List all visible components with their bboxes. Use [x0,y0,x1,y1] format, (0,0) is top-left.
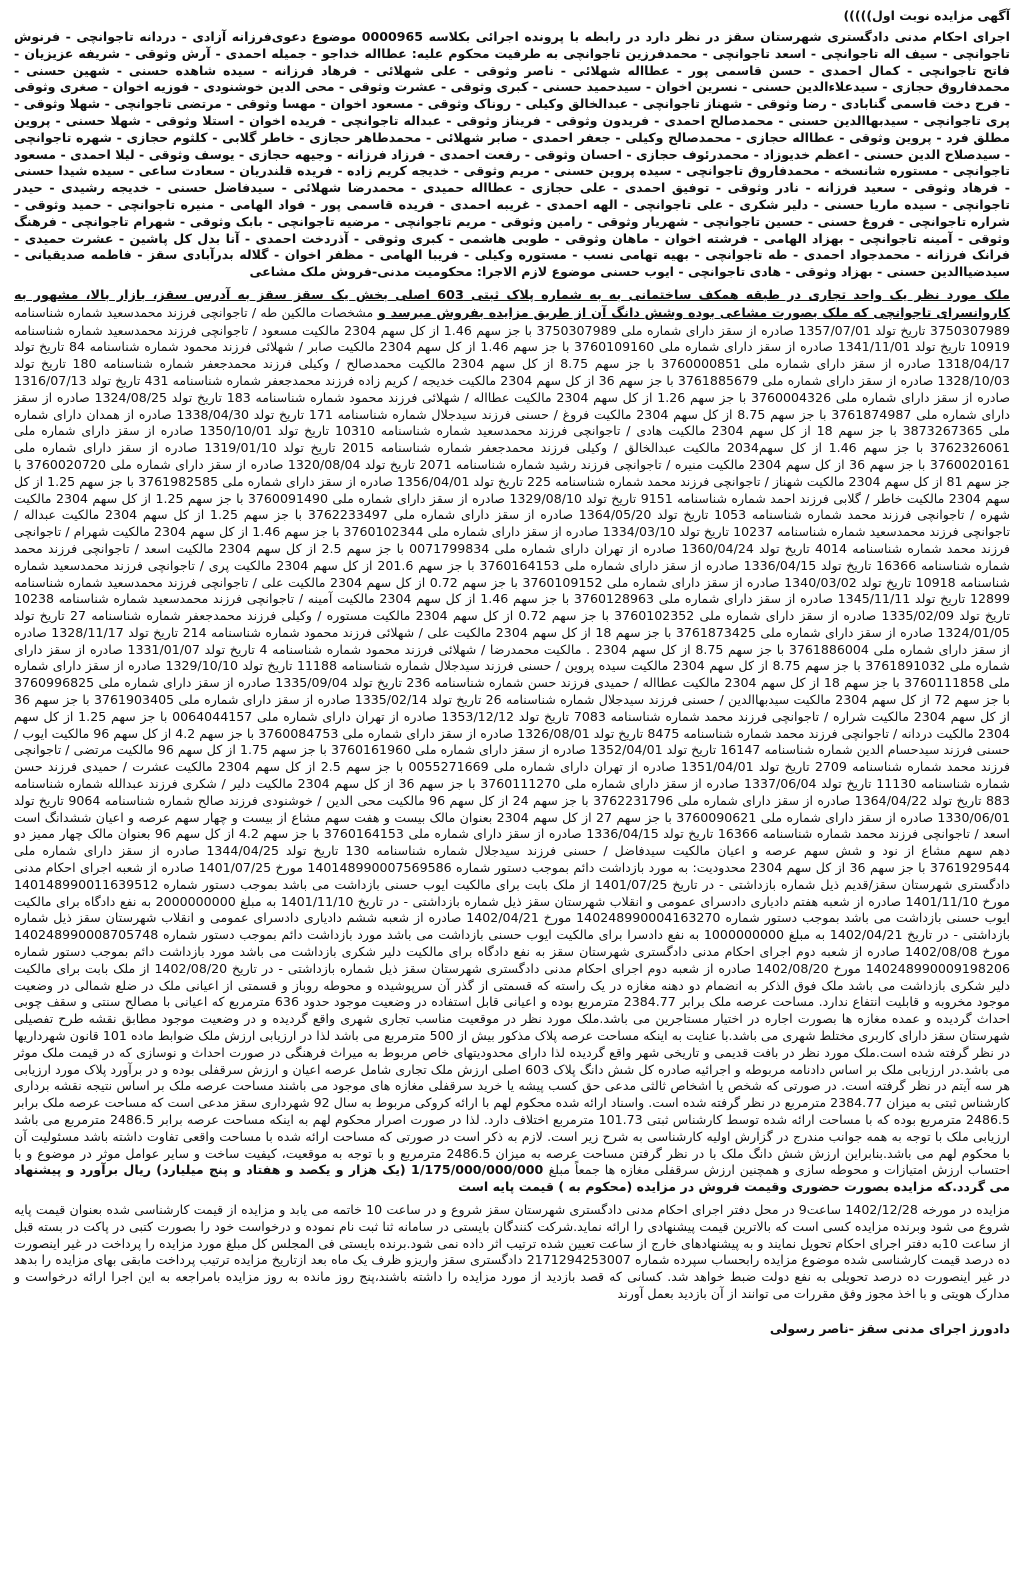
property-description-paragraph [14,287,1010,1196]
owners-details: مشخصات مالکین طه / تاجوانچی فرزند محمدسعید شماره شناسنامه 3750307989 تاریخ تولد 1357/07/01 صادره از سقز دارای شماره ملی 3750307989 با جز سهم 1.46 از کل سهم 2304 مالکیت مسعود / تاجوانچی فرزند محمدسعید شماره شناسنامه 10919 تاریخ تولد 1341/11/01 صادره از سقز دارای شماره ملی 3760109160 با جز سهم 1.46 از کل سهم 2304 مالکیت صابر / شهلائی فرزند محمود شماره شناسنامه 84 تاریخ تولد 1318/04/17 صادره از سقز دارای شماره ملی 3760000851 با جز سهم 8.75 از کل سهم 2304 مالکیت محمدصالح / وکیلی فرزند محمدجعفر شماره شناسنامه 180 تاریخ تولد 1328/10/03 صادره از سقز دارای شماره ملی 3761885679 با جز سهم 36 از کل سهم 2304 مالکیت خدیجه / کریم زاده فرزند محمدجعفر شماره شناسنامه 431 تاریخ تولد 1316/07/13 صادره از سقز دارای شماره ملی 3760004326 با جز سهم 1.26 از کل سهم 2304 مالکیت عطااله / شهلائی فرزند محمود شماره شناسنامه 183 تاریخ تولد 1324/08/25 صادره از سقز دارای شماره ملی 3761874987 با جز سهم 8.75 از کل سهم 2304 مالکیت فروغ / حسنی فرزند سیدجلال شماره شناسنامه 171 تاریخ تولد 1338/04/30 صادره از همدان دارای شماره ملی 3873267365 با جز سهم 18 از کل سهم 2304 مالکیت هادی / تاجوانچی فرزند محمدسعید شماره شناسنامه 10310 تاریخ تولد 1350/10/01 صادره از سقز دارای شماره ملی 3762326061 با جز سهم 1.46 از کل سهم2034 مالکیت عبدالخالق / وکیلی فرزند محمدجعفر شماره شناسنامه 2015 تاریخ تولد 1319/01/10 صادره از سقز دارای شماره ملی 3760020161 با جز سهم 36 از کل سهم 2304 مالکیت منیره / تاجوانچی فرزند رشید شماره شناسنامه 2071 تاریخ تولد 1320/08/04 صادره از سقز دارای شماره ملی 3760020720 با جز سهم 81 از کل سهم 2304 مالکیت شهناز / تاجوانچی فرزند محمد شماره شناسنامه 225 تاریخ تولد 1356/04/01 صادره از سقز دارای شماره ملی 3761982585 با جز سهم 1.25 از کل سهم 2304 مالکیت خاطر / گلابی فرزند احمد شماره شناسنامه 9151 تاریخ تولد 1329/08/10 صادره از سقز دارای شماره ملی 3760091490 با جز سهم 1.25 از کل سهم 2304 مالکیت شهره / تاجوانچی فرزند محمد شماره شناسنامه 1053 تاریخ تولد 1364/05/20 صادره از سقز دارای شماره ملی 3762233497 با جز سهم 1.25 از کل سهم 2304 مالکیت عبداله / تاجوانچی فرزند محمدسعید شماره شناسنامه 10237 تاریخ تولد 1334/03/10 صادره از سقز دارای شماره ملی 3760102344 با جز سهم 1.46 از کل سهم 2304 مالکیت شهرام / تاجوانچی فرزند محمد شماره شناسنامه 4014 تاریخ تولد 1360/04/24 صادره از تهران دارای شماره ملی 0071799834 با جز سهم 2.5 از کل سهم 2304 مالکیت اسعد / تاجوانچی فرزند محمد شماره شناسنامه 16366 تاریخ تولد 1336/04/15 صادره از سقز دارای شماره ملی 3760164153 با جز سهم 201.6 از کل سهم 2304 مالکیت پری / تاجوانچی فرزند محمدسعید شماره شناسنامه 10918 تاریخ تولد 1340/03/02 صادره از سقز دارای شماره ملی 3760109152 با جز سهم 0.72 از کل سهم 2304 مالکیت علی / تاجوانچی فرزند محمدسعید شماره شناسنامه 12899 تاریخ تولد 1345/11/11 صادره از سقز دارای شماره ملی 3760128963 با جز سهم 1.46 از کل سهم 2304 مالکیت آمینه / تاجوانچی فرزند محمدسعید شماره شناسنامه 10238 تاریخ تولد 1335/02/09 صادره از سقز دارای شماره ملی 3760102352 با جز سهم 0.72 از کل سهم 2304 مالکیت مستوره / وکیلی فرزند محمدجعفر شماره شناسنامه 27 تاریخ تولد 1324/01/05 صادره از سقز دارای شماره ملی 3761873425 با جز سهم 18 از کل سهم 2304 مالکیت علی / شهلائی فرزند محمود شماره شناسنامه 214 تاریخ تولد 1328/11/17 صادره از سقز دارای شماره ملی 3761886004 با جز سهم 8.75 از کل سهم 2304 . مالکیت محمدرضا / شهلائی فرزند محمود شماره شناسنامه 4 تاریخ تولد 1331/01/07 صادره از سقز دارای شماره ملی 3761891032 با جز سهم 8.75 از کل سهم 2304 مالکیت سیده پروین / حسنی فرزند سیدجلال شماره شناسنامه 11188 تاریخ تولد 1329/10/10 صادره از سقز دارای شماره ملی 3760111858 با جز سهم 18 از کل سهم 2304 مالکیت عطااله / حمیدی فرزند حسن شماره شناسنامه 236 تاریخ تولد 1335/09/04 صادره از سقز دارای شماره ملی 3760996825 با جز سهم 72 از کل سهم 2304 مالکیت سیدبهاالدین / حسنی فرزند سیدجلال شماره شناسنامه 26 تاریخ تولد 1335/02/14 صادره از سقز دارای شماره ملی 3761903405 با جز سهم 36 از کل سهم 2304 مالکیت شراره / تاجوانچی فرزند محمد شماره شناسنامه 7083 تاریخ تولد 1353/12/12 صادره از تهران دارای شماره ملی 0064044157 با جز سهم 1.25 از کل سهم 2304 مالکیت دردانه / تاجوانچی فرزند محمد شماره شناسنامه 8475 تاریخ تولد 1326/08/01 صادره از سقز دارای شماره ملی 3760084753 با جز سهم 4.2 از کل سهم 96 مالکیت ایوب / حسنی فرزند سیدحسام الدین شماره شناسنامه 16147 تاریخ تولد 1352/04/01 صادره از سقز دارای شماره ملی 3760161960 با جز سهم 1.75 از کل سهم 96 مالکیت مرتضی / تاجوانچی فرزند محمد شماره شناسنامه 2709 تاریخ تولد 1351/04/01 صادره از تهران دارای شماره ملی 0055271669 با جز سهم 2.5 از کل سهم 2304 مالکیت عشرت / حمیدی فرزند حسن شماره شناسنامه 11130 تاریخ تولد 1337/06/04 صادره از سقز دارای شماره ملی 3760111270 با جز سهم 36 از کل سهم 2304 مالکیت دلیر / شکری فرزند عبدالله شماره شناسنامه 883 تاریخ تولد 1364/04/22 صادره از سقز دارای شماره ملی 3762231796 با جز سهم 24 از کل سهم 96 مالکیت محی الدین / خوشنودی فرزند صالح شماره شناسنامه 9064 تاریخ تولد 1330/06/01 صادره از سقز دارای شماره ملی 3760090621 با جز سهم 27 از کل سهم 2304 بعنوان مالک بیست و هفت سهم مشاع از بیست و چهار سهم عرصه و اعیان ششدانگ است اسعد / تاجوانچی فرزند محمد شماره شناسنامه 16366 تاریخ تولد 1336/04/15 صادره از سقز دارای شماره ملی 3760164153 با جز سهم 4.2 از کل سهم 96 بعنوان مالک چهار ممیز دو دهم سهم مشاع از نود و شش سهم عرصه و اعیان مالکیت سیدفاضل / حسنی فرزند سیدجلال شماره شناسنامه 130 تاریخ تولد 1344/04/25 صادره از سقز دارای شماره ملی 3761929544 با جز سهم 36 از کل سهم 2304 محدودیت: به مورد بازداشت دائم بموجب دستور شماره 140148990007569586 مورخ 1401/07/25 صادره از شعبه اجرای احکام مدنی دادگستری شهرستان سقز/قدیم ذیل شماره بازداشتی - در تاریخ 1401/07/25 از ملک بابت برای مالکیت ایوب حسنی بازداشت می باشد بموجب دستور شماره 140148990011639512 مورخ 1401/11/10 صادره از شعبه هفتم دادیاری دادسرای عمومی و انقلاب شهرستان سقز ذیل شماره بازداشتی - در تاریخ 1401/11/10 به مبلغ 2000000000 به نفع دادگاه برای مالکیت ایوب حسنی بازداشت می باشد بموجب دستور شماره 140248990004163270 مورخ 1402/04/21 صادره از شعبه ششم دادیاری دادسرای عمومی و انقلاب شهرستان سقز ذیل شماره بازداشتی - در تاریخ 1402/04/21 به مبلغ 1000000000 به نفع دادسرا برای مالکیت ایوب حسنی بازداشت می باشد مورد بازداشت دائم بموجب دستور شماره 140248990008705748 مورخ 1402/08/08 صادره از شعبه دوم اجرای احکام مدنی دادگستری شهرستان سقز به نفع دادگاه برای مالکیت دلیر شکری بازداشت می باشد مورد بازداشت دائم بموجب دستور شماره 140248990009198206 مورخ 1402/08/20 صادره از شعبه دوم اجرای احکام مدنی دادگستری شهرستان سقز ذیل شماره بازداشتی - در تاریخ 1402/08/20 از ملک بابت برای مالکیت دلیر شکری بازداشت می باشد ملک فوق الذکر به انضمام دو دهنه مغازه در یک راسته که قسمتی از گذر آن سرپوشیده و محوطه روباز و قسمتی از اعیانی ملک در ضلع شمالی در وضعیت موجود مخروبه و قابلیت انتفاع ندارد. مساحت عرصه ملک برابر 2384.77 مترمربع بوده و اعیانی قابل استفاده در وضعیت موجود حدود 636 مترمربع که اعیانی با مصالح سنتی و سقف چوبی احداث گردیده و عمده مغازه ها بصورت اجاره در اختیار مستاجرین می باشد.ملک مورد نظر در موقعیت مناسب تجاری شهری واقع گردیده و در وضعیت موجود مطابق نقشه طرح تفصیلی شهرستان سقز دارای کاربری مختلط شهری می باشد.با عنایت به اینکه مساحت عرصه پلاک مذکور بیش از 500 مترمربع می باشد لذا در ارزیابی ارزش ملک ضوابط ماده 101 قانون شهرداریها در نظر گرفته شده است.ملک مورد نظر در بافت قدیمی و تاریخی شهر واقع گردیده لذا دارای محدودیتهای خاص مربوط به میراث فرهنگی در صورت احداث و نوسازی که در قیمت ملک موثر می باشد.در ارزیابی ملک بر اساس دادنامه مربوطه و اجرائیه صادره کل شش دانگ پلاک 603 اصلی ارزش ملک تجاری شامل عرصه اعیان و ارزش سرقفلی بوده و در برآورد پلاک مورد ارزیابی هر سه آیتم در نظر گرفته است. در صورتی که شخص یا اشخاص ثالثی مدعی حق کسب پیشه یا خرید سرقفلی مغازه های موجود می باشند مساحت عرصه ملک بر اساس نتیجه نقشه برداری کارشناس ثبتی به میزان 2384.77 مترمربع در نظر گرفته شده است. واسناد ارائه شده محکوم لهم با ارائه کروکی مربوط به سال 92 شهرداری سقز مدعی است که مساحت عرصه ملک برابر 2486.5 مترمربع بوده که با مساحت ارائه شده توسط کارشناس ثبتی 101.73 مترمربع اختلاف دارد. لذا در صورت اصرار محکوم لهم به اینکه مساحت عرصه برابر 2486.5 مترمربع می باشد ارزیابی ملک با توجه به همه جوانب مندرج در گزارش اولیه کارشناسی به شرح زیر است. لازم به ذکر است در صورتی که مساحت ارائه شده با مساحت واقعی تفاوت داشته باشد مسئولیت آن با محکوم لهم می باشد.بنابراین ارزش شش دانگ ملک با در نظر گرفتن مساحت عرصه به میزان 2486.5 مترمربع و با توجه به موقعیت، کیفیت ساخت و سایر عوامل موثر در موضوع و با احتساب ارزش امتیازات و محوطه سازی و همچنین ارزش سرقفلی مغازه ها جمعاً مبلغ [14,304,1011,1178]
auction-terms-paragraph: مزایده در مورخه 1402/12/28 ساعت9 در محل دفتر اجرای احکام مدنی دادگستری شهرستان سقز شروع و در ساعت 10 خاتمه می یابد و مزایده از قیمت کارشناسی شده بعنوان قیمت پایه شروع می شود وبرنده مزایده کسی است که بالاترین قیمت پیشنهادی را ارائه نماید.شرکت کنندگان بایستی در سامانه ثنا ثبت نام نموده و درخواست خود را بصورت کتبی در پاکت در بسته قبل از ساعت 10به دفتر اجرای احکام تحویل نمایند و به پیشنهادهای خارج از ساعت تعیین شده ترتیب اثر داده نمی شود.برنده بایستی فی المجلس کل مبلغ مورد مزایده را پرداخت در غیر اینصورت ده درصد قیمت کارشناسی شده موضوع مزایده رابحساب سپرده شماره 2171294253007 دادگستری سقز واریزو ظرف یک ماه بعد ازتاریخ مزایده ترتیب پرداخت مابقی بهای مزایده را بدهد در غیر اینصورت ده درصد تحویلی به نفع دولت ضبط خواهد شد. کسانی که قصد بازدید از مورد مزایده را داشته باشند،پنج روز مانده به روز مزایده بامراجعه به این اجرا ارائه درخواست و مدارک هویتی و با اخذ مجوز وفق مقررات می توانند از آن بازدید بعمل آورند [14,1201,1011,1301]
notice-parties-paragraph: اجرای احکام مدنی دادگستری شهرستان سقز در نظر دارد در رابطه با پرونده اجرائی بکلاسه 0000965 موضوع دعوی‌فرزانه آزادی - دردانه تاجوانچی - فرنوش تاجوانچی - سیف اله تاجوانچی - اسعد تاجوانچی - محمدفرزین تاجوانچی به طرفیت محکوم علیه: عطااله خداجو - جمیله احمدی - آرش وثوقی - شریفه عزیزیان - فاتح تاجوانچی - کمال احمدی - حسن قاسمی پور - عطااله شهلائی - ناصر وثوقی - علی شهلائی - فرهاد فرزانه - سیده شاهده حسنی - شهین حسنی - محمدفاروق حجازی - سیدعلاءالدین حسنی - نسرین اخوان - سیدحمید حسنی - کبری وثوقی - عشرت وثوقی - محی الدین خوشنودی - فوزیه اخوان - صغری وثوقی - فرح دخت قاسمی گنابادی - رضا وثوقی - شهناز تاجوانچی - عبدالخالق وکیلی - روناک وثوقی - مسعود اخوان - مهسا وثوقی - مرتضی تاجوانچی - شهلا وثوقی - پری تاجوانچی - سیدبهاالدین حسنی - محمدصالح احمدی - فریدون وثوقی - فریناز وثوقی - عبداله تاجوانچی - فریده اخوان - استلا وثوقی - شهلا حسنی - پروین مطلق فرد - پروین وثوقی - عطااله حجازی - محمدصالح وکیلی - جعفر احمدی - صابر شهلائی - محمدطاهر حجازی - خاطر گلابی - کلثوم حجازی - شهره تاجوانچی - سیدصلاح الدین حسنی - اعظم خدیوزاد - محمدرئوف حجازی - احسان وثوقی - رفعت احمدی - فرزاد فرزانه - وجیهه حجازی - یوسف وثوقی - لیلا احمدی - مسعود تاجوانچی - مستوره شانسخه - محمدفاروق تاجوانچی - سیده پروین حسنی - مریم وثوقی - خدیجه کریم زاده - فریده قلندریان - سعادت ساعی - سیده شیدا حسنی - فرهاد وثوقی - سعید فرزانه - نادر وثوقی - توفیق احمدی - علی حجازی - عطااله حمیدی - محمدرضا شهلائی - سیدفاضل حسنی - خدیجه رشیدی - حیدر تاجوانچی - سیده ماریا حسنی - دلیر شکری - علی تاجوانچی - الهه احمدی - غریبه احمدی - فریده قاسمی پور - فواد الهامی - منیره تاجوانچی - حمید وثوقی - شراره تاجوانچی - فروغ حسنی - حسین تاجوانچی - شهریار وثوقی - رامین وثوقی - مریم تاجوانچی - مرضیه تاجوانچی - بابک وثوقی - شهرام تاجوانچی - فرهنگ وثوقی - آمینه تاجوانچی - بهزاد الهامی - فرشته اخوان - ماهان وثوقی - طوبی هاشمی - کبری وثوقی - آذردخت احمدی - آنا بدل کل پاشین - عشرت حمیدی - فرانک فرزانه - محمدجواد احمدی - طه تاجوانچی - بهیه تهامی نسب - مستوره وکیلی - فریبا الهامی - مظفر اخوان - گلاله بدرآبادی سقز - فاطمه صدیقیانی - سیدضیاالدین حسنی - بهزاد وثوقی - هادی تاجوانچی - ایوب حسنی موضوع لازم الاجرا: محکومیت مدنی-فروش ملک مشاعی [14,29,1010,280]
signature: دادورز اجرای مدنی سقز -ناصر رسولی [769,1320,1010,1336]
valuation-and-base-price: 1/175/000/000/000 (یک هزار و یکصد و هفتاد و پنج میلیارد) ریال برآورد و پیشنهاد می گردد.که مزایده بصورت حضوری وقیمت فروش در مزایده (محکوم به ) قیمت پایه است [14,1162,1010,1195]
property-lead: ملک مورد نظر یک واحد تجاری در طبقه همکف ساختمانی به به شماره پلاک ثبتی 603 اصلی بخش یک سقز سقز به آدرس سقز، بازار بالا، مشهور به کاروانسرای تاجوانچی که ملک بصورت مشاعی بوده وشش دانگ آن از طریق مزایده بفروش میرسد و [14,287,1011,321]
notice-title: آگهی مزایده نوبت اول))))) [843,8,1010,23]
